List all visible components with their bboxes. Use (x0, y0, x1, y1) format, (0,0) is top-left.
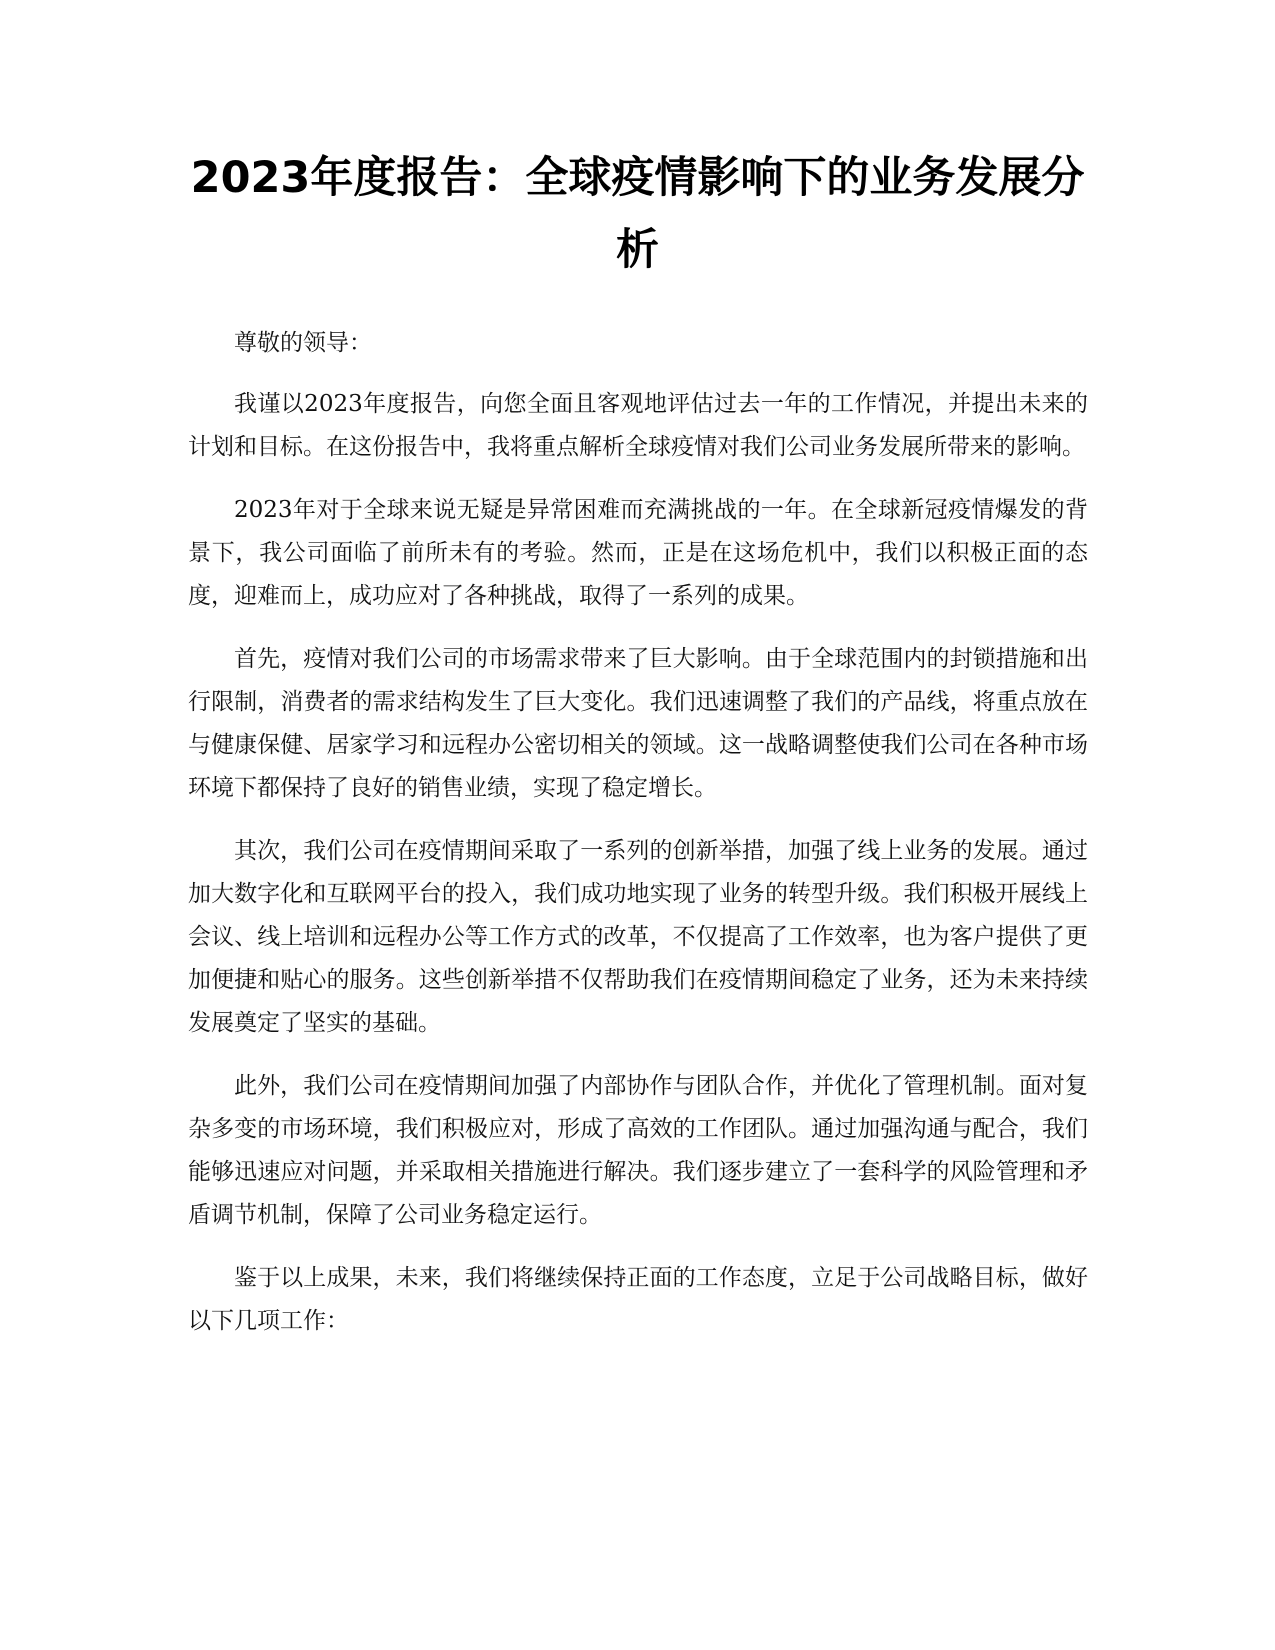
paragraph-intro: 我谨以2023年度报告，向您全面且客观地评估过去一年的工作情况，并提出未来的计划和目标。在这份报告中，我将重点解析全球疫情对我们公司业务发展所带来的影响。 (188, 391, 1088, 460)
paragraph-market-demand: 首先，疫情对我们公司的市场需求带来了巨大影响。由于全球范围内的封锁措施和出行限制，消费者的需求结构发生了巨大变化。我们迅速调整了我们的产品线，将重点放在与健康保健、居家学习和远程办公密切相关的领域。这一战略调整使我们公司在各种市场环境下都保持了良好的销售业绩，实现了稳定增长。 (188, 646, 1088, 801)
paragraph-year-overview: 2023年对于全球来说无疑是异常困难而充满挑战的一年。在全球新冠疫情爆发的背景下，我公司面临了前所未有的考验。然而，正是在这场危机中，我们以积极正面的态度，迎难而上，成功应对了各种挑战，取得了一系列的成果。 (188, 497, 1088, 609)
document-title: 2023年度报告：全球疫情影响下的业务发展分析 (190, 153, 1085, 275)
paragraph-future-plan: 鉴于以上成果，未来，我们将继续保持正面的工作态度，立足于公司战略目标，做好以下几项工作： (188, 1265, 1088, 1334)
paragraph-innovation: 其次，我们公司在疫情期间采取了一系列的创新举措，加强了线上业务的发展。通过加大数字化和互联网平台的投入，我们成功地实现了业务的转型升级。我们积极开展线上会议、线上培训和远程办公等工作方式的改革，不仅提高了工作效率，也为客户提供了更加便捷和贴心的服务。这些创新举措不仅帮助我们在疫情期间稳定了业务，还为未来持续发展奠定了坚实的基础。 (188, 838, 1088, 1036)
salutation: 尊敬的领导： (234, 330, 372, 356)
paragraph-teamwork: 此外，我们公司在疫情期间加强了内部协作与团队合作，并优化了管理机制。面对复杂多变的市场环境，我们积极应对，形成了高效的工作团队。通过加强沟通与配合，我们能够迅速应对问题，并采取相关措施进行解决。我们逐步建立了一套科学的风险管理和矛盾调节机制，保障了公司业务稳定运行。 (188, 1073, 1088, 1228)
document-body (188, 322, 1088, 1363)
